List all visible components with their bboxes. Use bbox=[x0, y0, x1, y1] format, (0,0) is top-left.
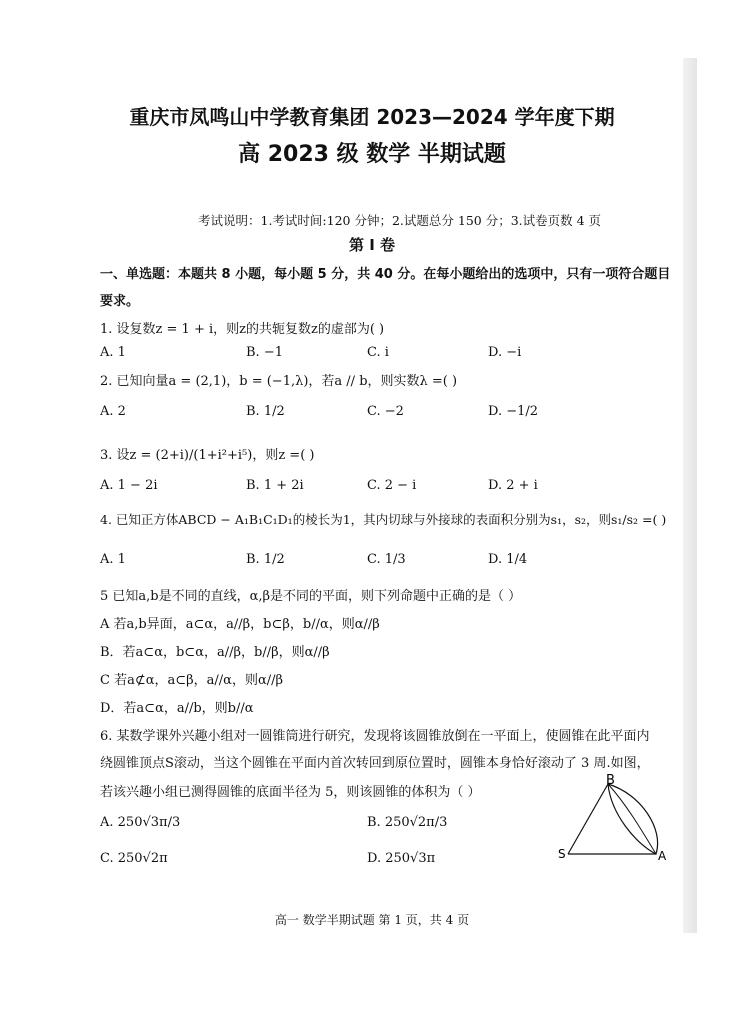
question-6-stem-line3: 若该兴趣小组已测得圆锥的底面半径为 5，则该圆锥的体积为（ ） bbox=[100, 785, 481, 800]
q5-option-a: A 若a,b异面，a⊂α，a//β，b⊂β，b//α，则α//β bbox=[100, 617, 380, 632]
point-a-label: A bbox=[658, 849, 667, 863]
exam-instructions: 考试说明：1.考试时间:120 分钟；2.试题总分 150 分；3.试卷页数 4 页 bbox=[198, 213, 602, 228]
q2-option-b: B. 1/2 bbox=[246, 404, 285, 419]
q1-option-d: D. −i bbox=[488, 345, 522, 360]
q5-option-c: C 若a⊄α，a⊂β，a//α，则α//β bbox=[100, 673, 284, 688]
section-heading-continued: 要求。 bbox=[100, 294, 140, 309]
q6-option-b: B. 250√2π/3 bbox=[367, 815, 448, 830]
question-4-stem: 4. 已知正方体ABCD − A₁B₁C₁D₁的棱长为1，其内切球与外接球的表面积分别为s₁，s₂，则s₁/s₂ =( ) bbox=[100, 512, 667, 527]
q3-option-c: C. 2 − i bbox=[367, 478, 417, 493]
q3-option-a: A. 1 − 2i bbox=[100, 478, 158, 493]
q1-option-c: C. i bbox=[367, 345, 389, 360]
q4-option-c: C. 1/3 bbox=[367, 552, 406, 567]
q4-option-b: B. 1/2 bbox=[246, 552, 285, 567]
q3-option-d: D. 2 + i bbox=[488, 478, 538, 493]
question-6-stem-line1: 6. 某数学课外兴趣小组对一圆锥筒进行研究，发现将该圆锥放倒在一平面上，使圆锥在此平面内 bbox=[100, 729, 650, 744]
cone-slant-sb bbox=[568, 784, 608, 854]
q5-option-d: D．若a⊂α，a//b，则b//α bbox=[100, 701, 254, 716]
cone-rolling-figure bbox=[556, 774, 676, 864]
cone-axis-line bbox=[608, 784, 656, 854]
volume-label: 第 I 卷 bbox=[348, 236, 396, 254]
page-edge-shadow bbox=[683, 58, 697, 933]
q6-option-c: C. 250√2π bbox=[100, 851, 168, 866]
question-1-stem: 1. 设复数z = 1 + i，则z的共轭复数z的虚部为( ) bbox=[100, 322, 385, 337]
exam-title-line2: 高 2023 级 数学 半期试题 bbox=[238, 142, 506, 167]
q5-option-b: B．若a⊂α，b⊂α，a//β，b//β，则α//β bbox=[100, 645, 330, 660]
q2-option-c: C. −2 bbox=[367, 404, 404, 419]
q2-option-a: A. 2 bbox=[100, 404, 126, 419]
exam-title-line1: 重庆市凤鸣山中学教育集团 2023—2024 学年度下期 bbox=[129, 105, 615, 129]
q4-option-d: D. 1/4 bbox=[488, 552, 528, 567]
q6-option-d: D. 250√3π bbox=[367, 851, 436, 866]
question-2-stem: 2. 已知向量a = (2,1)，b = (−1,λ)，若a // b，则实数λ =( ) bbox=[100, 374, 458, 389]
q1-option-a: A. 1 bbox=[100, 345, 126, 360]
q2-option-d: D. −1/2 bbox=[488, 404, 539, 419]
q3-option-b: B. 1 + 2i bbox=[246, 478, 304, 493]
q4-option-a: A. 1 bbox=[100, 552, 126, 567]
question-5-stem: 5 已知a,b是不同的直线，α,β是不同的平面，则下列命题中正确的是（ ） bbox=[100, 589, 522, 604]
point-s-label: S bbox=[558, 847, 566, 861]
q6-option-a: A. 250√3π/3 bbox=[100, 815, 181, 830]
q1-option-b: B. −1 bbox=[246, 345, 283, 360]
question-3-stem: 3. 设z = (2+i)/(1+i²+i⁵)，则z =( ) bbox=[100, 448, 315, 463]
point-b-label: B bbox=[606, 774, 615, 788]
section-heading: 一、单选题：本题共 8 小题，每小题 5 分，共 40 分。在每小题给出的选项中，只有一项符合题目 bbox=[100, 267, 671, 282]
question-6-stem-line2: 绕圆锥顶点S滚动，当这个圆锥在平面内首次转回到原位置时，圆锥本身恰好滚动了 3 周.如图， bbox=[100, 756, 650, 771]
page-footer: 高一 数学半期试题 第 1 页，共 4 页 bbox=[274, 913, 470, 927]
